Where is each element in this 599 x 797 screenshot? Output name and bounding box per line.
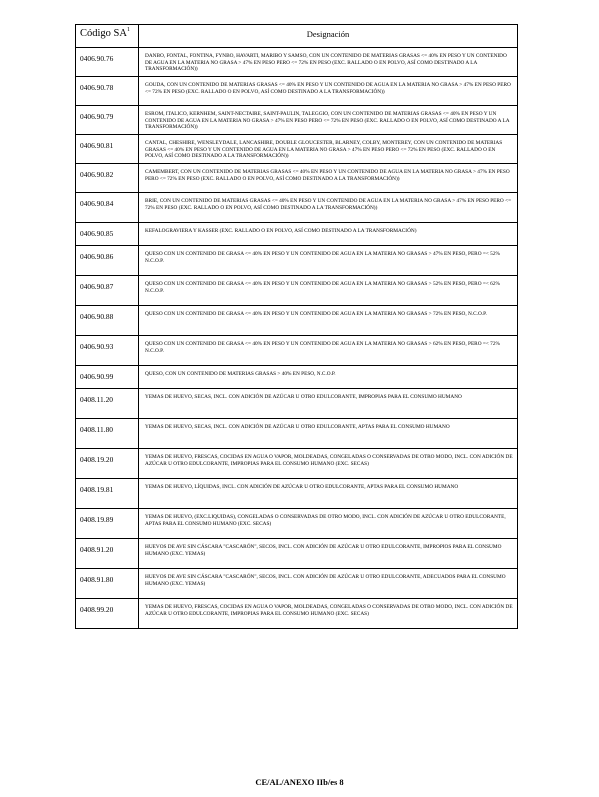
designation-cell: QUESO CON UN CONTENIDO DE GRASA <= 40% EN PESO Y UN CONTENIDO DE AGUA EN LA MATERIA NO GRASAS > 62% EN PESO, PERO =< 72% N.C.O.P. <box>139 336 518 366</box>
table-header-row <box>76 25 518 48</box>
code-column-header <box>76 25 139 48</box>
designation-column-header: Designación <box>139 25 518 48</box>
designation-cell: QUESO CON UN CONTENIDO DE GRASA <= 40% EN PESO Y UN CONTENIDO DE AGUA EN LA MATERIA NO GRASAS > 72% EN PESO, N.C.O.P. <box>139 306 518 336</box>
code-cell: 0408.99.20 <box>76 599 139 629</box>
table-row <box>76 366 518 389</box>
table-row <box>76 223 518 246</box>
code-cell: 0406.90.78 <box>76 77 139 106</box>
designation-cell: DANBO, FONTAL, FONTINA, FYNBO, HAVARTI, MARIBO Y SAMSO, CON UN CONTENIDO DE MATERIAS GRASAS <= 40% EN PESO Y UN CONTENIDO DE AGUA EN LA MATERIA NO GRASA > 47% EN PESO PERO <= 72% EN PESO (EXC. RALLADO O EN POLVO, ASÍ COMO DESTINADO A LA TRANSFORMACIÓN)) <box>139 48 518 77</box>
table-row <box>76 106 518 135</box>
code-cell: 0406.90.99 <box>76 366 139 389</box>
table-row <box>76 306 518 336</box>
table-row <box>76 276 518 306</box>
code-cell: 0406.90.93 <box>76 336 139 366</box>
code-cell: 0406.90.84 <box>76 193 139 223</box>
code-header-label: Código SA <box>80 28 127 39</box>
table-row <box>76 539 518 569</box>
table-row <box>76 246 518 276</box>
designation-cell: CAMEMBERT, CON UN CONTENIDO DE MATERIAS GRASAS <= 40% EN PESO Y UN CONTENIDO DE AGUA EN LA MATERIA NO GRASA > 47% EN PESO PERO <= 72% EN PESO (EXC. RALLADO O EN POLVO, ASÍ COMO DESTINADO A LA TRANSFORMACIÓN)) <box>139 164 518 193</box>
code-cell: 0408.91.80 <box>76 569 139 599</box>
designation-cell: GOUDA, CON UN CONTENIDO DE MATERIAS GRASAS <= 40% EN PESO Y UN CONTENIDO DE AGUA EN LA MATERIA NO GRASA > 47% EN PESO PERO <= 72% EN PESO (EXC. RALLADO O EN POLVO, ASÍ COMO DESTINADO A LA TRANSFORMACIÓN)) <box>139 77 518 106</box>
designation-cell: YEMAS DE HUEVO, FRESCAS, COCIDAS EN AGUA O VAPOR, MOLDEADAS, CONGELADAS O CONSERVADAS DE OTRO MODO, INCL. CON ADICIÓN DE AZÚCAR U OTRO EDULCORANTE, IMPROPIAS PARA EL CONSUMO HUMANO (EXC. SECAS) <box>139 599 518 629</box>
table-row <box>76 193 518 223</box>
code-cell: 0406.90.86 <box>76 246 139 276</box>
table-row <box>76 509 518 539</box>
table-row <box>76 599 518 629</box>
designation-cell: KEFALOGRAVIERA Y KASSER (EXC. RALLADO O EN POLVO, ASÍ COMO DESTINADO A LA TRANSFORMACIÓN) <box>139 223 518 246</box>
table-row <box>76 164 518 193</box>
code-cell: 0406.90.85 <box>76 223 139 246</box>
table-row <box>76 336 518 366</box>
designation-cell: QUESO, CON UN CONTENIDO DE MATERIAS GRASAS > 40% EN PESO, N.C.O.P. <box>139 366 518 389</box>
designation-cell: YEMAS DE HUEVO, (EXC.LIQUIDAS), CONGELADAS O CONSERVADAS DE OTRO MODO, INCL. CON ADICIÓN DE AZÚCAR U OTRO EDULCORANTE, APTAS PARA EL CONSUMO HUMANO (EXC. SECAS) <box>139 509 518 539</box>
code-cell: 0408.19.81 <box>76 479 139 509</box>
code-cell: 0406.90.87 <box>76 276 139 306</box>
page-footer: CE/AL/ANEXO IIb/es 8 <box>255 777 344 787</box>
table-row <box>76 389 518 419</box>
designation-cell: YEMAS DE HUEVO, SECAS, INCL. CON ADICIÓN DE AZÚCAR U OTRO EDULCORANTE, APTAS PARA EL CONSUMO HUMANO <box>139 419 518 449</box>
table-row <box>76 479 518 509</box>
table-row <box>76 77 518 106</box>
code-cell: 0406.90.76 <box>76 48 139 77</box>
designation-cell: HUEVOS DE AVE SIN CÁSCARA "CASCARÓN", SECOS, INCL. CON ADICIÓN DE AZÚCAR U OTRO EDULCORANTE, IMPROPIOS PARA EL CONSUMO HUMANO (EXC. YEMAS) <box>139 539 518 569</box>
table-row <box>76 135 518 164</box>
code-cell: 0408.91.20 <box>76 539 139 569</box>
code-cell: 0406.90.81 <box>76 135 139 164</box>
code-header-footnote-marker: 1 <box>126 27 130 33</box>
designation-cell: BRIE, CON UN CONTENIDO DE MATERIAS GRASAS <= 40% EN PESO Y UN CONTENIDO DE AGUA EN LA MATERIA NO GRASA > 47% EN PESO PERO <= 72% EN PESO (EXC. RALLADO O EN POLVO, ASÍ COMO DESTINADO A LA TRANSFORMACIÓN)) <box>139 193 518 223</box>
table-row <box>76 569 518 599</box>
designation-cell: QUESO CON UN CONTENIDO DE GRASA <= 40% EN PESO Y UN CONTENIDO DE AGUA EN LA MATERIA NO GRASAS > 47% EN PESO, PERO =< 52% N.C.O.P. <box>139 246 518 276</box>
table-row <box>76 419 518 449</box>
designation-cell: YEMAS DE HUEVO, FRESCAS, COCIDAS EN AGUA O VAPOR, MOLDEADAS, CONGELADAS O CONSERVADAS DE OTRO MODO, INCL. CON ADICIÓN DE AZÚCAR U OTRO EDULCORANTE, IMPROPIAS PARA EL CONSUMO HUMANO (EXC. SECAS) <box>139 449 518 479</box>
table-row <box>76 449 518 479</box>
tariff-code-table <box>75 24 518 629</box>
code-cell: 0408.11.20 <box>76 389 139 419</box>
code-cell: 0408.19.20 <box>76 449 139 479</box>
designation-cell: HUEVOS DE AVE SIN CÁSCARA "CASCARÓN", SECOS, INCL. CON ADICIÓN DE AZÚCAR U OTRO EDULCORANTE, ADECUADOS PARA EL CONSUMO HUMANO (EXC. YEMAS) <box>139 569 518 599</box>
code-cell: 0406.90.82 <box>76 164 139 193</box>
designation-cell: YEMAS DE HUEVO, LÍQUIDAS, INCL. CON ADICIÓN DE AZÚCAR U OTRO EDULCORANTE, APTAS PARA EL CONSUMO HUMANO <box>139 479 518 509</box>
code-cell: 0406.90.79 <box>76 106 139 135</box>
table-row <box>76 48 518 77</box>
code-cell: 0406.90.88 <box>76 306 139 336</box>
designation-cell: ESROM, ITALICO, KERNHEM, SAINT-NECTAIRE, SAINT-PAULIN, TALEGGIO, CON UN CONTENIDO DE MATERIAS GRASAS <= 40% EN PESO Y UN CONTENIDO DE AGUA EN LA MATERIA NO GRASA > 47% EN PESO PERO <= 72% EN PESO (EXC. RALLADO O EN POLVO, ASÍ COMO DESTINADO A LA TRANSFORMACIÓN)) <box>139 106 518 135</box>
designation-cell: YEMAS DE HUEVO, SECAS, INCL. CON ADICIÓN DE AZÚCAR U OTRO EDULCORANTE, IMPROPIAS PARA EL CONSUMO HUMANO <box>139 389 518 419</box>
designation-cell: CANTAL, CHESHIRE, WENSLEYDALE, LANCASHIRE, DOUBLE GLOUCESTER, BLARNEY, COLBY, MONTEREY, CON UN CONTENIDO DE MATERIAS GRASAS <= 40% EN PESO Y UN CONTENIDO DE AGUA EN LA MATERIA NO GRASA > 47% EN PESO PERO <= 72% EN PESO (EXC. RALLADO O EN POLVO, ASÍ COMO DESTINADO A LA TRANSFORMACIÓN)) <box>139 135 518 164</box>
code-cell: 0408.19.89 <box>76 509 139 539</box>
designation-cell: QUESO CON UN CONTENIDO DE GRASA <= 40% EN PESO Y UN CONTENIDO DE AGUA EN LA MATERIA NO GRASAS > 52% EN PESO, PERO =< 62% N.C.O.P. <box>139 276 518 306</box>
code-cell: 0408.11.80 <box>76 419 139 449</box>
